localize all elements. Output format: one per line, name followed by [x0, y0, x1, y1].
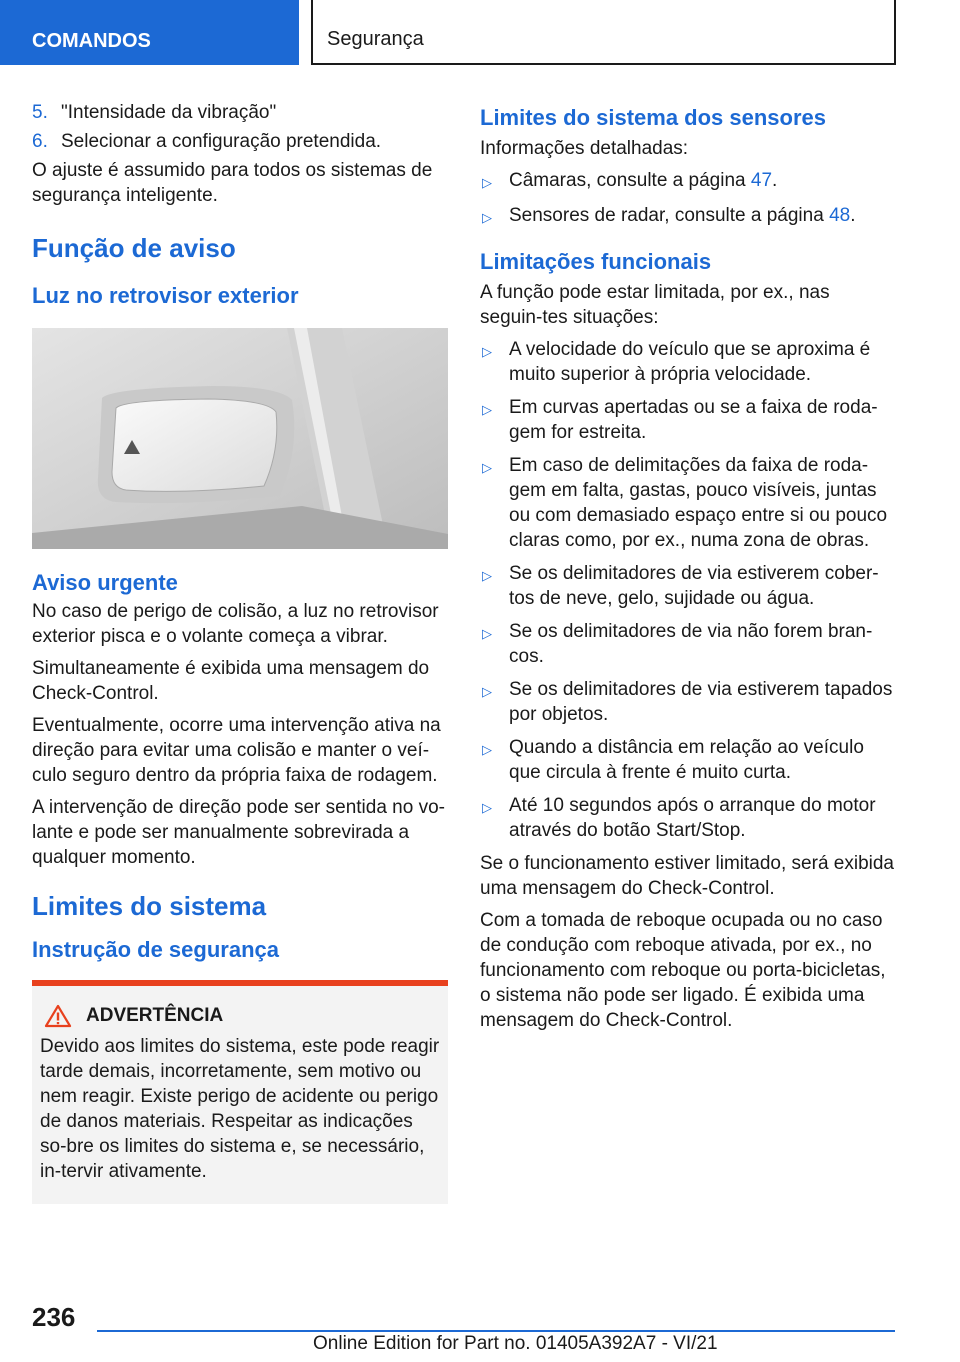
paragraph-aviso-1: No caso de perigo de colisão, a luz no retrovisor exterior pisca e o volante começa a vibrar.: [32, 601, 439, 647]
heading-limitacoes-funcionais: Limitações funcionais: [480, 249, 712, 274]
triangle-bullet-icon: ▷: [482, 626, 492, 641]
heading-limites-sensores: Limites do sistema dos sensores: [480, 105, 827, 130]
triangle-bullet-icon: ▷: [482, 402, 492, 417]
ref-item-cameras: ▷ Câmaras, consulte a página 47.: [480, 168, 896, 195]
list-item: ▷ Quando a distância em relação ao veículo que circula à frente é muito curta.: [482, 737, 864, 783]
page-link-48[interactable]: 48: [829, 205, 851, 226]
step-item: 6. Selecionar a configuração pretendida.: [32, 131, 382, 152]
list-item: ▷ A velocidade do veículo que se aproxima é muito superior à própria velocidade.: [482, 339, 871, 385]
triangle-bullet-icon: ▷: [482, 175, 492, 190]
heading-limites-sistema: Limites do sistema: [32, 891, 267, 921]
warning-text: Devido aos limites do sistema, este pode reagir tarde demais, incorretamente, sem motivo ou nem reagir. Existe perigo de acidente ou perigo de danos materiais. Respeitar as indicações so-bre os limites do sistema e, se necessário, in-tervir ativamente.: [40, 1036, 440, 1182]
warning-box: [32, 980, 448, 1204]
list-item: ▷ Até 10 segundos após o arranque do motor através do botão Start/Stop.: [482, 795, 876, 841]
paragraph-aviso-4: A intervenção de direção pode ser sentida no vo-lante e pode ser manualmente sobrevirada a qualquer momento.: [32, 797, 445, 868]
triangle-bullet-icon: ▷: [482, 742, 492, 757]
heading-instrucao-seguranca: Instrução de segurança: [32, 937, 279, 962]
triangle-bullet-icon: ▷: [482, 800, 492, 815]
triangle-bullet-icon: ▷: [482, 684, 492, 699]
paragraph-end-2: Com a tomada de reboque ocupada ou no caso de condução com reboque ativada, por ex., no funcionamento com reboque ou porta-bicicletas, o sistema não pode ser ligado. É exibida uma mensagem do Check-Control.: [480, 910, 886, 1031]
step-item: 5. "Intensidade da vibração": [32, 102, 277, 123]
page-link-47[interactable]: 47: [750, 170, 773, 191]
paragraph-aviso-3: Eventualmente, ocorre uma intervenção ativa na direção para evitar uma colisão e manter o veí-culo seguro dentro da própria faixa de rodagem.: [32, 715, 441, 786]
left-column: [32, 100, 448, 1204]
right-column: [480, 100, 896, 1040]
paragraph-end-1: Se o funcionamento estiver limitado, será exibida uma mensagem do Check-Control.: [480, 853, 895, 899]
list-item: ▷ Em curvas apertadas ou se a faixa de roda-gem for estreita.: [482, 397, 878, 443]
heading-funcao-aviso: Função de aviso: [32, 233, 236, 263]
topic-header: [311, 0, 896, 65]
triangle-bullet-icon: ▷: [482, 210, 492, 225]
list-item: ▷ Se os delimitadores de via não forem bran-cos.: [482, 621, 873, 667]
triangle-bullet-icon: ▷: [482, 568, 492, 583]
footer-divider: [97, 1330, 895, 1332]
warning-title: ADVERTÊNCIA: [86, 1005, 224, 1026]
heading-aviso-urgente: Aviso urgente: [32, 570, 178, 595]
footer-edition: Online Edition for Part no. 01405A392A7 - VI/21: [313, 1333, 718, 1354]
page-number: 236: [32, 1302, 76, 1332]
triangle-bullet-icon: ▷: [482, 460, 492, 475]
list-item: ▷ Se os delimitadores de via estiverem tapados por objetos.: [482, 679, 893, 725]
warning-triangle-icon: [44, 1004, 72, 1028]
heading-luz-retrovisor: Luz no retrovisor exterior: [32, 283, 299, 308]
paragraph-funcao: A função pode estar limitada, por ex., nas seguin-tes situações:: [480, 282, 830, 328]
section-label: COMANDOS: [32, 30, 151, 52]
ref-item-radar: ▷ Sensores de radar, consulte a página 48.: [480, 203, 896, 230]
paragraph-aviso-2: Simultaneamente é exibida uma mensagem do Check-Control.: [32, 658, 430, 704]
paragraph-ajuste: O ajuste é assumido para todos os sistemas de segurança inteligente.: [32, 160, 433, 206]
warning-header: [40, 1004, 440, 1028]
topic-label: Segurança: [327, 28, 424, 50]
list-item: ▷ Em caso de delimitações da faixa de roda-gem em falta, gastas, pouco visíveis, juntas ou com demasiado espaço entre si ou pouco claras como, por ex., numa zona de obras.: [482, 455, 888, 551]
list-item: ▷ Se os delimitadores de via estiverem cober-tos de neve, gelo, sujidade ou água.: [482, 563, 879, 609]
mirror-photo: [32, 328, 448, 549]
paragraph-info: Informações detalhadas:: [480, 138, 689, 159]
triangle-bullet-icon: ▷: [482, 344, 492, 359]
section-tab: [0, 0, 299, 65]
